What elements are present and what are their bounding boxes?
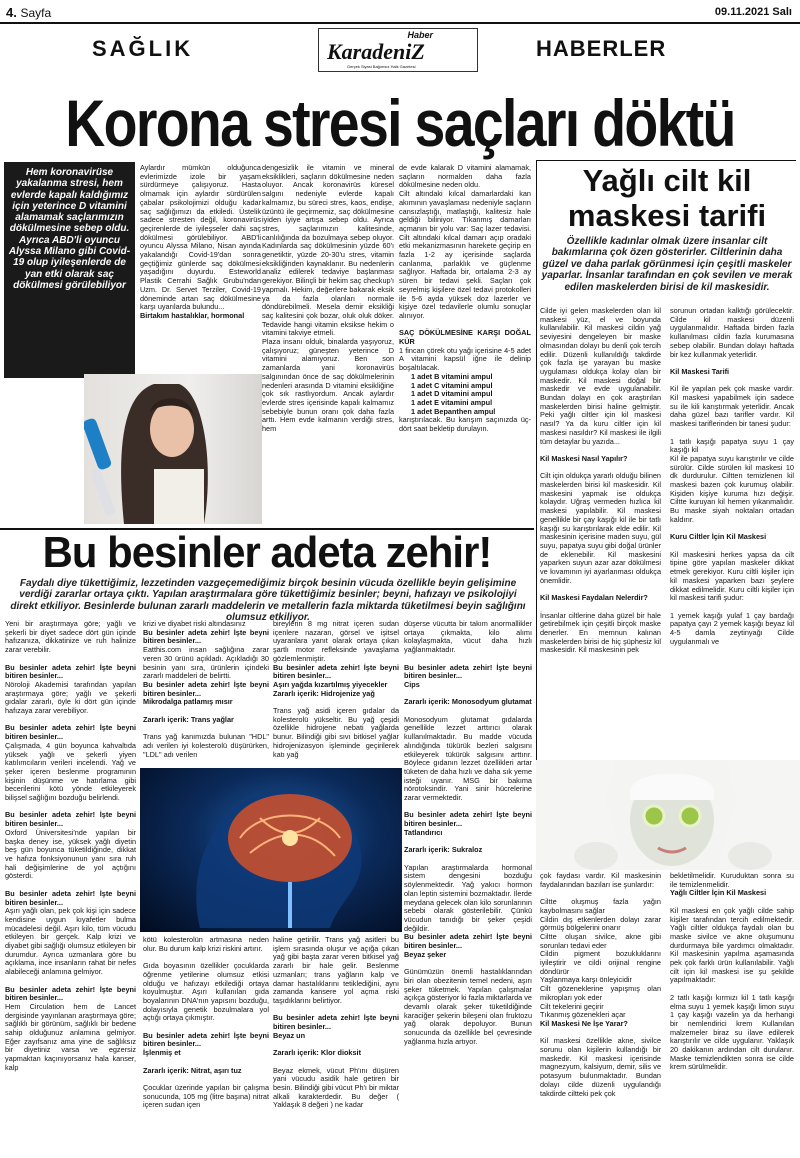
- mask-colB: [670, 307, 794, 646]
- kur-item: 1 adet Bepanthen ampul: [411, 406, 496, 416]
- clay-mask-photo: [536, 760, 800, 870]
- food-b2-b: Gıda boyasının özellikler çocuklarda öğrenme yetilerine olumsuz etkisi olduğu ve hafızayı etkilediği ortaya koyulmuştur. Aşırı kullanılan gıda boyalarının DNA'nın yapısını bozduğu, dolayısıyla genetik bozulmalara yol açtığı ortaya çıkmıştır.: [143, 961, 269, 1023]
- mask-bottomA-b: Kil maskesi özellikle akne, sivilce sorunu olan kişilerin kullandığı bir maskedir. Kil maskesi içerisinde magnezyum, kalsiyum, demir, silis ve potasyum bulunmaktadır. Bundan dolayı cilde düzenli uygulandığı takdirde ciltteki pek çok: [540, 1036, 661, 1098]
- mask-benefit-item: Ciltte oluşmuş fazla yağın kaybolmasını sağlar: [540, 897, 661, 915]
- kur-item: 1 adet C vitamini ampul: [411, 380, 493, 390]
- mask-colB-sub2: Kuru Ciltler İçin Kil Maskesi: [670, 532, 767, 542]
- page-number: [6, 5, 51, 20]
- mask-bottomB-sub: Yağlı Ciltler İçin Kil Maskesi: [670, 888, 767, 898]
- mask-colB-b: Kil ile yapılan pek çok maske vardır. Kil maskesi yapabilmek için sadece su ile kili karıştırmak yeterlidir. Ancak daha güzel bazı tarifler vardır. Kil maskesi tariflerinden bir tanesi şudur:: [670, 384, 794, 429]
- food-c2-g: Trans yağ kanımızda bulunan "HDL" adı verilen iyi kolesterolü düşürürken, "LDL" adı verilen: [143, 732, 269, 759]
- hair-col1-sub: Birtakım hastalıklar, hormonal: [140, 310, 245, 320]
- logo-main-text: KaradeniZ: [327, 39, 425, 64]
- brain-illustration: [140, 768, 402, 932]
- food-lead: Faydalı diye tükettiğimiz, lezzetinden vazgeçemediğimiz birçok besinin vücuda özellikle beyin gelişimine verdiği zararlar ortaya çıktı. Yapılan araştırmalara göre tükettiğimiz besinler; beyni, hafızayı ve psikolojiyi direkt etkiliyor. Besinlerde bulunan zararlı maddelerin ve metallerin fazla miktarda tüketilmesi beyin sağlığını olumsuz etkiliyor.: [10, 578, 526, 623]
- food-c2-d: Bu besinler adeta zehir! İşte beyni bitiren besinler...: [143, 679, 269, 698]
- mask-bottomB-b: Kil maskesi en çok yağlı cilde sahip kişiler tarafından tercih edilmektedir. Yağlı ciltler oldukça faydalı olan bu maske sivilce ve akne oluşumunu durdurmaya bile yardımcı olmaktadır. Kil maskesinin yapılma aşamasında pek çok farklı ürün kullanılabilir. Yağlı cilt için kil maskesi ise şu şekilde yapılmaktadır:: [670, 905, 794, 985]
- food-c3-b: Bu besinler adeta zehir! İşte beyni bitiren besinler...: [273, 662, 399, 681]
- mask-benefit-item: Cildin pigment bozukluklarını iyileştirir ve cildi orijinal rengine döndürür: [540, 949, 661, 976]
- mask-benefit-item: Tıkanmış gözenekleri açar: [540, 1010, 626, 1020]
- mask-benefit-item: Cilt gözeneklerine yapışmış olan mikropları yok eder: [540, 984, 661, 1002]
- food-c4-b: Bu besinler adeta zehir! İşte beyni bitiren besinler...: [404, 662, 532, 681]
- food-c1-i: Aşırı yağlı olan, pek çok kişi için sadece kendisine uygun kıyafetler bulma mücadelesi değil. Aşırı kilo, tüm vücudu etkileyen bir gerçek. Kalp krizi ve diyabet gibi sağlığı olumsuz etkileyen bir durumdur. Ayrıca uzmanlara göre bu açıklama, ince insanların rahat bir nefes alabileceği anlamına gelmiyor.: [5, 906, 136, 977]
- section-left-title: SAĞLIK: [92, 36, 194, 61]
- mask-colA-sub2: Kil Maskesi Faydaları Nelerdir?: [540, 593, 648, 603]
- food-c4-a: düşerse vücutta bir takım anormallikler ortaya çıkmakta, kilo alımı kolaylaşmakta, vücut daha hızlı yağlanmaktadır.: [404, 619, 532, 655]
- food-b3-b: Bu besinler adeta zehir! İşte beyni bitiren besinler...: [273, 1013, 399, 1032]
- food-c1-k: Hem Circulation hem de Lancet dergisinde yayınlanan araştırmaya göre; sağlıklı bir görünüm, sağlıklı bir bedene sahip olduğunuz anlamına gelmiyor. Eğer zayıfsanız ama yine de sağlıksız bir diyetiniz varsa ve egzersiz yapmaktan kaçınıyorsanız hala kanser, kalp: [5, 1001, 136, 1072]
- food-col4: [404, 620, 532, 1046]
- food-c4-h: Zararlı içerik: Sukraloz: [404, 845, 483, 855]
- hair-lead-text: Hem koronavirüse yakalanma stresi, hem evlerde kapalı kaldığımız için yeterince D vitamini alamamak saçlarımızın dökülmesine sebep oldu. Ayrıca ABD'li oyuncu Alyssa Milano gibi Covid-19 olup iyileşenlerde de yan etki olarak saç dökülmesi görülebiliyor: [8, 167, 131, 291]
- food-c4-k: Beyaz şeker: [404, 949, 447, 959]
- food-b3-e: Beyaz ekmek, vücut Ph'ını düşüren yani vücudu asidik hale getiren bir besin. Bilindiği gibi vücut Ph'ı bir miktar alkali karakterdedir. Bu değer ( Yaklaşık 8 değeri ) ne kadar: [273, 1065, 399, 1110]
- food-b3-a: haline getirilir. Trans yağ asitleri bu işlem sırasında oluşur ve açığa çıkan yağ gibi başta zarar veren bitkisel yağ zararlı bir hale gelir. Beslenme uzmanları; trans yağların kalp ve damar hastalıklarını tetiklediğini, aynı zamanda kansere yol açma riski taşıdıklarını belirtiyor.: [273, 935, 399, 1005]
- food-col2-top: [143, 620, 269, 759]
- mask-lead: Özellikle kadınlar olmak üzere insanlar cilt bakımlarına çok özen gösterirler. Ciltlerinin daha güzel ve daha parlak görünmesi için çeşitli maskeler yaparlar. İnsanlar tarafından en çok sevilen ve merak edilen maskelerden birisi de kil maskesidir.: [541, 236, 793, 293]
- food-c4-d: Zararlı içerik: Monosodyum glutamat: [404, 697, 532, 707]
- food-b2-f: Çocuklar üzerinde yapılan bir çalışma sonucunda, 105 mg (litre başına) nitrat içeren sudan içen: [143, 1082, 269, 1110]
- hair-col3-c: 1 fincan çörek otu yağı içerisine 4-5 adet A vitamini kapsül iğne ile delinip boşaltılacak.: [399, 345, 531, 373]
- hair-col3-d: karıştırılacak. Bu karışım saçınızda üç-dört saat bekletip durulayın.: [399, 415, 531, 434]
- mask-colB-d: Kil ile papatya suyu karıştırılır ve cilde sürülür. Cilde sürülen kil maskesi 10 dk durdurulur. Ciltten temizlenen kil maskesi bazen çok kurumuş olabilir. Kişiden kişiye kuruma hızı değişir. Ciltte kuruyan kil hemen yıkanmalıdır. Bu maske siyah noktaları ortadan kaldırır.: [670, 453, 794, 524]
- newspaper-logo: [318, 28, 478, 72]
- mask-bottomA-body: çok faydası vardır. Kil maskesinin faydalarından bazıları ise şunlardır:: [540, 871, 661, 889]
- food-b3-c: Beyaz un: [273, 1030, 306, 1040]
- page-number-digit: 4.: [6, 5, 17, 20]
- food-col3-top: [273, 620, 399, 759]
- food-c4-i: Yapılan araştırmalarda hormonal sistem dengesini bozduğu söylenmektedir. Yağ yakıcı hormon olan leptin sistemini bozmaktadır. İlerde meydana gelecek olan kilo sorunlarının sebebi olarak gösterilebilir. Çünkü vücudun tanıdığı bir şeker çeşidi değildir.: [404, 862, 532, 933]
- food-col3-bottom: [273, 936, 399, 1110]
- mask-bottomA: [540, 872, 661, 1098]
- brain-art: [140, 768, 402, 932]
- hair-col1-body: Aylardır mümkün olduğunca evlerimizde izole bir yaşam sürdürmeye çalışıyoruz. Hasta olmamak için aylardır sürdürülen çabalar psikolojimizi olduğu kadar saç sağlığımızı da etkiledi. Üstelik sadece stresten değil, koronavirüs geçirenlerde de iyileşseler dahi saç dökülmesi görülebiliyor. ABD'li oyuncu Alyssa Milano, Nisan ayında yakalandığı Covid-19'dan sonra geçtiğimiz günlerde saç dökülmesi yaşadığını duyurdu. Esteworld Plastik Cerrahi Sağlık Grubu'ndan Uzm. Dr. Servet Terziler, Covid-19 döneminde artan saç dökülmesine karşı uyarılarda bulundu...: [140, 163, 261, 312]
- food-c1-g: Oxford Üniversitesi'nde yapılan bir başka deney ise, yüksek yağlı diyetin beş gün boyunca tüketildiğinde, dikkat ve hafıza fonksiyonunun yanı sıra ruh hali değişimlerine de yol açtığını gösterdi.: [5, 827, 136, 881]
- food-headline: Bu besinler adeta zehir!: [42, 528, 492, 577]
- food-c2-e: Mikrodalga patlamış mısır: [143, 697, 233, 707]
- hair-photo-art: [84, 374, 262, 524]
- issue-date: 09.11.2021 Salı: [714, 6, 792, 18]
- hair-col2: [262, 164, 394, 434]
- hair-lead-box: [4, 162, 135, 378]
- section-right-title: HABERLER: [536, 36, 667, 61]
- food-b2-e: Zararlı içerik: Nitrat, aşırı tuz: [143, 1065, 242, 1075]
- food-c4-g: Tatlandırıcı: [404, 827, 443, 837]
- mask-colA-sub1: Kil Maskesi Nasıl Yapılır?: [540, 453, 628, 463]
- mask-colB-c: 1 tatlı kaşığı papatya suyu 1 çay kaşığı kil: [670, 436, 794, 455]
- food-c2-b: Bu besinler adeta zehir! İşte beyni bitiren besinler...: [143, 627, 269, 646]
- food-c2-f: Zararlı içerik: Trans yağlar: [143, 714, 234, 724]
- hair-loss-photo: [84, 374, 262, 524]
- main-headline: Korona stresi saçları döktü: [65, 86, 735, 160]
- food-c2-a: krizi ve diyabet riski altındasınız: [143, 619, 246, 628]
- food-c1-b: Bu besinler adeta zehir! İşte beyni bitiren besinler...: [5, 662, 136, 681]
- kur-item: 1 adet B vitamini ampul: [411, 371, 493, 381]
- food-c3-e: Trans yağ asidi içeren gıdalar da kolesterolü yükseltir. Bu yağ çeşidi özellikle hidrojene nebati yağlarda bunur. Bilindiği gibi sıvı bitkisel yağlar hidrojenizasyon işleminde geçirilerek katı yağ: [273, 706, 399, 759]
- kur-list: [399, 373, 531, 417]
- hair-col3: [399, 164, 531, 434]
- food-b2-c: Bu besinler adeta zehir! İşte beyni bitiren besinler...: [143, 1030, 269, 1049]
- food-c2-c: Eatthis.com insan sağlığına zarar veren 30 ürünü açıkladı. Açıkladığı 30 besinin yanı sıra, ürünlerin içindeki zararlı maddeleri de belirtti.: [143, 645, 269, 681]
- food-c1-f: Bu besinler adeta zehir! İşte beyni bitiren besinler...: [5, 810, 136, 829]
- food-b2-a: kötü kolesterolün artmasına neden olur. Bu durum kalp krizi riskini artırır.: [143, 935, 269, 953]
- food-c3-a: bireylerin 8 mg nitrat içeren sudan içenlere nazaran, görsel ve işitsel uyaranlara yanıt olarak ortaya çıkan şartlı motor refleksinde yavaşlama gözlemlenmiştir.: [273, 619, 399, 663]
- food-c3-c: Aşırı yağda kızartılmış yiyecekler: [273, 679, 388, 689]
- mask-colB-f: 1 yemek kaşığı yulaf 1 çay bardağı papatya çayı 2 yemek kaşığı beyaz kil 4-5 damla zeytinyağı Cilde uygulanmalı ve: [670, 610, 794, 646]
- food-col2-bottom: [143, 936, 269, 1110]
- hair-col2-body-b: Plaza insanı olduk, binalarda yaşıyoruz, çalışıyoruz; güneşten yeterince D vitamini alamıyoruz. Ben son zamanlarda yani koronavirüs salgınından önce de saç dökülmelerinin nedenleri arasında D vitamini eksikliğine çok sık rastlıyordum. Ancak aylardır evlerde stres içerisinde kapalı kalmamız sebebiyle bunun oranı çok daha fazla arttı. Hem evde kalmanın verdiği stres, hem: [262, 337, 394, 434]
- food-c1-c: Nöroloji Akademisi tarafından yapılan araştırmaya göre; yağlı ve şekerli gıdalar zararlı, öyle ki dört gün içinde hafızaya zarar verebiliyor.: [5, 679, 136, 716]
- logo-top-text: Haber: [407, 30, 433, 40]
- mask-benefit-item: Ciltte oluşan sivilce, akne gibi sorunları tedavi eder: [540, 931, 661, 950]
- food-b2-d: İşlenmiş et: [143, 1048, 181, 1058]
- kur-item: 1 adet E vitamini ampul: [411, 397, 493, 407]
- hair-col3-b: Cilt altındaki kılcal damarlardaki kan akımının yavaşlaması nedeniyle saçların cansızlaştığı, matlaştığı, kalitesiz hale geldiği biliniyor. Tıkanmış damarları açmanın bir yolu var: Saç lazer tedavisi. Cilt altındaki kılcal damarı açıp oradaki etki mekanizmasının harekete geçirip en fazla 1-2 ay içerisinde saçlarda canlanma, parlaklık ve güçlenme sağlıyor. Haftada bir, ortalama 2-3 ay süren bir tedavi şekli. Saçları çok seyrelmiş kişilere özel tedavi protokolleri ile 5-6 ayda yüksek doz lazerler ve kişiye özel tedavilerle olumlu sonuçlar alınıyor.: [399, 189, 531, 320]
- food-c3-d: Zararlı içerik: Hidrojenize yağ: [273, 688, 375, 698]
- mask-colA-body: Cilde iyi gelen maskelerden olan kil maskesi yüz, el ve boyunda kullanılabilir. Kil maskesi cildin yağ seviyesini dengeleyen bir maske olmasından dolayı bu denli çok tercih edilir. Düzenli kullanıldığı takdirde çok fazla işe yarayan bu maske uygulaması oldukça kolay olan bir maskedir. Kil maskesi doğal bir maskedir ve evde uygulanabilir. Bundan dolayı en çok araştırılan maskelerden birisi haline gelmiştir. Peki yağlı ciltler için kil maskesi nasıl? Ya da kuru ciltler için kil maskesi nasıldır? Kil maskesi ile ilgili tüm detaylar bu yazıda...: [540, 306, 661, 446]
- hair-col3-subhead: SAÇ DÖKÜLMESİNE KARŞI DOĞAL KÜR: [399, 328, 531, 347]
- mask-bottomB-body: bekletilmelidir. Kuruduktan sonra su ile temizlenmelidir.: [670, 871, 794, 889]
- kur-item: 1 adet D vitamini ampul: [411, 389, 493, 399]
- mask-bottomA-sub: Kil Maskesi Ne İşe Yarar?: [540, 1018, 628, 1028]
- hair-col3-a: de evde kalarak D vitamini alamamak, saçların normalden daha fazla dökülmesine neden oldu.: [399, 163, 531, 190]
- mask-colB-e: Kil maskesini herkes yapsa da cilt tipine göre yapılan maskeler dikkat etmek gerekiyor. Kuru ciltli kişiler için kil maskesi yaparken bazı şeylere dikkat edilmelidir. Kuru ciltli kişiler için kil maskesi tarifi şudur:: [670, 549, 794, 603]
- mask-colA-b: Cilt için oldukça yararlı olduğu bilinen maskelerden birisi kil maskesidir. Kil maskesini yapmak ise oldukça kolaydır. Uğraş vermeden hızlıca kil maskesi yapılabilir. Kil maskesi genellikle bir çay kaşığı kil ile bir tatlı kaşığı su karıştırılarak elde edilir. Kil maskesinin içerisine maden suyu, gül suyu, papatya suyu gibi doğal ürünler de eklenebilir. Kil maskesini yaparken suyun azar azar dökülmesi ve kıvamının iyi ayarlanması oldukça önemlidir.: [540, 471, 661, 585]
- page-word: Sayfa: [20, 6, 52, 20]
- mask-photo-art: [536, 760, 800, 870]
- food-c1-e: Çalışmada, 4 gün boyunca kahvaltıda yüksek yağlı ve şekerli yiyen katılımcıların verileri incelendi. Yağ ve şeker içeren beslenme programının kişinin düşünme ve hatırlama gibi becerilerini kötü yönde etkileyerek bilişsel sağlığını bozduğu belirlendi.: [5, 740, 136, 803]
- hair-col1: [140, 164, 261, 321]
- food-c4-l: Günümüzün önemli hastalıklarından biri olan obezitenin temel nedeni, aşırı şeker tüketmek. Yapılan çalışmalar açıkça gösteriyor ki fazla miktarlarda ve devamlı olarak şeker tüketildiğinde karaciğer şekerin bileşeni olan fruktozu yağ olarak depoluyor. Bunun sonucunda da özellikle bel çevresinde yağlanma hızla artıyor.: [404, 967, 532, 1046]
- food-c1-h: Bu besinler adeta zehir! İşte beyni bitiren besinler...: [5, 888, 136, 907]
- mask-colB-body: sorunun ortadan kalktığı görülecektir. Cilde kil maskesi düzenli uygulanmalıdır. Haftada birden fazla kullanılması cildin fazla kurumasına sebep olabilir. Bundan dolayı haftada bir kez kullanmak yeterlidir.: [670, 306, 794, 359]
- logo-tagline: Gerçek Siyasi Bağımsız Halk Gazetesi: [347, 64, 416, 69]
- food-col1: [5, 620, 136, 1073]
- mask-benefit-list: [540, 898, 661, 1020]
- food-c4-f: Bu besinler adeta zehir! İşte beyni bitiren besinler...: [404, 810, 532, 829]
- food-c4-j: Bu besinler adeta zehir! İşte beyni bitiren besinler...: [404, 932, 532, 951]
- mask-benefit-item: Cilt tekelerini geçirir: [540, 1001, 604, 1011]
- mask-headline: Yağlı cilt kil maskesi tarifi: [567, 163, 767, 233]
- food-c4-c: Cips: [404, 679, 420, 689]
- mask-colA-c: İnsanlar ciltlerine daha güzel bir hale getirebilmek için çeşitli birçok maske denerler. En memnun kalınan maskelerden birisi de hiç şüphesiz kil maskesidir. Kil maskesinin pek: [540, 610, 661, 655]
- mask-benefit-item: Yaşlanmaya karşı önleyicidir: [540, 975, 632, 985]
- mask-benefit-item: Cildin dış etkenlerden dolayı zarar görmüş bölgelerini onarır: [540, 914, 661, 933]
- food-b3-d: Zararlı içerik: Klor dioksit: [273, 1048, 361, 1058]
- mask-colA: [540, 307, 661, 655]
- food-c1-a: Yeni bir araştırmaya göre; yağlı ve şekerli bir diyet sadece dört gün içinde hafızanıza, dikkatinize ve ruh halinize zarar verebilir.: [5, 619, 136, 655]
- mask-bottomB-c: 2 tatlı kaşığı kırmızı kil 1 tatlı kaşığı elma suyu 1 yemek kaşığı limon suyu 1 çay kaşığı vazelin ya da herhangi bir nemlendirici krem Kullanılan malzemeler biraz su ilave edilerek karıştırılır ve cilde uygulanır. Yaklaşık 20 dakikanın ardından cilt durulanır. Maske temizlendikten sonra ise cilde krem sürülmelidir.: [670, 992, 794, 1072]
- food-c1-d: Bu besinler adeta zehir! İşte beyni bitiren besinler...: [5, 723, 136, 742]
- hair-col2-body: dengesizlik ile vitamin ve mineral eksiklikleri, saçların dökülmesine neden oluyor. Ancak koronavirüs küresel salgını nedeniyle evlerde kapalı kalmamız, bu süreci stres, kaos, endişe, üzüntü ile geçirmemiz, saç dökülmesine iyiden iyiye artışa sebep oldu. Ayrıca stres, saçlarımızın kalitesinde, canlılığında da bozulmaya sebep oluyor. Kadınlarda saç dökülmesinin yüzde 60'ı genetiktir, yüzde 20-30'u stres, vitamin eksikliğinden kaynaklanır. Bu nedenlerin analiz edilerek tedaviye başlanması gerekiyor. Bilinçli bir hekim saç checkup'ı yapmalı. Hekim, değerlere bakarak eksik ya da fazla olanları normale döndürebilmeli. Mesela demir eksikliği saç kalitesini çok bozar, oluk oluk döker. Tedavide hangi vitamin eksikse hekim o vitamini takviye etmeli.: [262, 163, 394, 338]
- food-c4-e: Monosodyum glutamat gıdalarda genellikle lezzet arttırıcı olarak kullanılmaktadır. Bu madde vücuda alındığında tükürük bezleri salgısını etkileyerek tükürük salgısını arttırır. Böylece gıdanın lezzet özellikleri artar tüketen de daha hızlı ve daha sık yeme isteği uyanır. MSG bir bakıma nörotoksindir. Yani sinir hücrelerine zarar vermektedir.: [404, 714, 532, 803]
- masthead-top-rule: [0, 22, 800, 24]
- food-c1-j: Bu besinler adeta zehir! İşte beyni bitiren besinler...: [5, 984, 136, 1003]
- mask-colB-sub1: Kil Maskesi Tarifi: [670, 366, 730, 376]
- mask-bottomB: [670, 872, 794, 1072]
